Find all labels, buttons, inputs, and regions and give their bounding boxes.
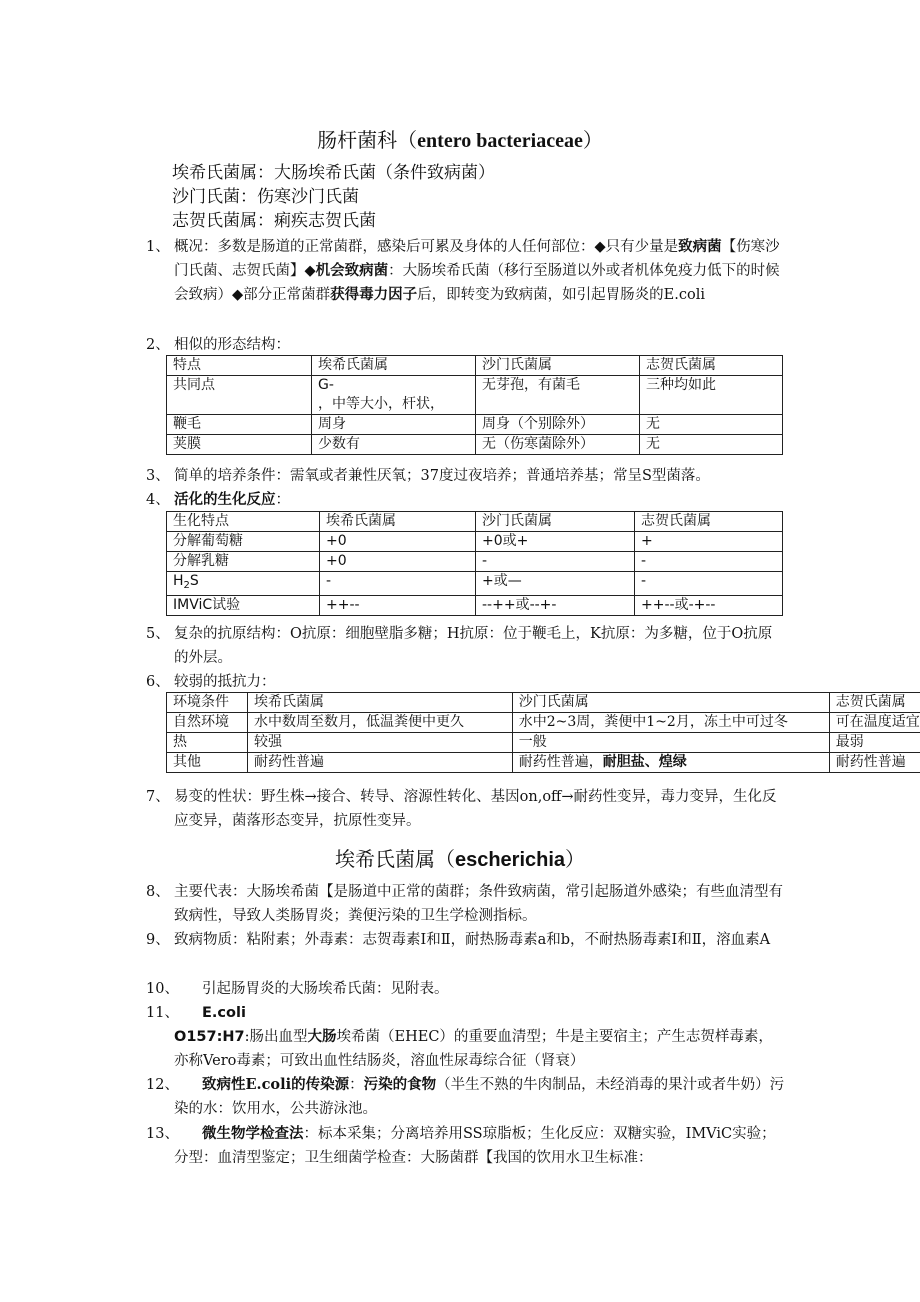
table-row: 环境条件 埃希氏菌属 沙门氏菌属 志贺氏菌属	[167, 693, 920, 713]
morphology-table	[166, 355, 783, 455]
table-row: 共同点 G- ，中等大小，杆状， 无芽孢，有菌毛 三种均如此	[167, 376, 783, 415]
genus-line-escherichia: 埃希氏菌属：大肠埃希氏菌（条件致病菌）	[172, 163, 495, 183]
item-7-variation: 7、 易变的性状：野生株→接合、转导、溶源性转化、基因on,off→耐药性变异，毒力变异，生化反应变异，菌落形态变异，抗原性变异。	[146, 789, 777, 829]
item-13-lab-methods: 13、 微生物学检查法：标本采集；分离培养用SS琼脂板；生化反应：双糖实验，IMViC实验；分型：血清型鉴定；卫生细菌学检查：大肠菌群【我国的饮用水卫生标准：	[146, 1125, 776, 1166]
table-row: $H_2S$ - +或— -	[167, 572, 783, 596]
table-row: 荚膜 少数有 无（伤寒菌除外） 无	[167, 435, 783, 455]
doc-title: 肠杆菌科（entero bacteriaceae）	[317, 128, 603, 152]
section-title-escherichia: 埃希氏菌属（escherichia）	[334, 847, 586, 871]
item-9-virulence: 9、 致病物质：粘附素；外毒素：志贺毒素Ⅰ和Ⅱ，耐热肠毒素a和b，不耐热肠毒素Ⅰ和Ⅱ，溶血素A	[146, 932, 771, 948]
item-11-ecoli: 11、 E.coli O157:H7:肠出血型大肠埃希菌（EHEC）的重要血清型；牛是主要宿主；产生志贺样毒素，亦称Vero毒素；可致出血性结肠炎，溶血性尿毒综合征（肾衰）	[146, 1005, 773, 1069]
item-8-representative: 8、 主要代表：大肠埃希菌【是肠道中正常的菌群；条件致病菌，常引起肠道外感染；有些血清型有致病性，导致人类肠胃炎；粪便污染的卫生学检测指标。	[146, 884, 783, 924]
item-3-culture: 3、 简单的培养条件：需氧或者兼性厌氧；37度过夜培养；普通培养基；常呈S型菌落。	[146, 468, 710, 484]
table-row: IMViC试验 ++-- --++或--+- ++--或-+--	[167, 596, 783, 616]
resistance-table-wrap	[166, 692, 920, 784]
table-row: 鞭毛 周身 周身（个别除外） 无	[167, 415, 783, 435]
genus-line-shigella: 志贺氏菌属：痢疾志贺氏菌	[172, 211, 376, 231]
item-12-source: 12、 致病性E.coli的传染源：污染的食物（半生不熟的牛肉制品，未经消毒的果汁或者牛奶）污染的水：饮用水，公共游泳池。	[146, 1076, 785, 1117]
item-10-gastroenteritis: 10、 引起肠胃炎的大肠埃希氏菌：见附表。	[146, 981, 449, 997]
item-1-overview: 1、 概况：多数是肠道的正常菌群，感染后可累及身体的人任何部位：◆只有少量是致病菌【伤寒沙门氏菌、志贺氏菌】◆机会致病菌：大肠埃希氏菌（移行至肠道以外或者机体免疫力低下的时候会致病）◆部分正常菌群获得毒力因子后，即转变为致病菌，如引起胃肠炎的E.coli	[146, 238, 780, 303]
resistance-table	[166, 692, 920, 773]
item-5-antigen: 5、 复杂的抗原结构：O抗原：细胞壁脂多糖；H抗原：位于鞭毛上，K抗原：为多糖，位于O抗原的外层。	[146, 626, 773, 666]
genus-line-salmonella: 沙门氏菌：伤寒沙门氏菌	[172, 187, 359, 207]
table-row: 生化特点 埃希氏菌属 沙门氏菌属 志贺氏菌属	[167, 512, 783, 532]
table-row: 分解乳糖 +0 - -	[167, 552, 783, 572]
table-row: 特点 埃希氏菌属 沙门氏菌属 志贺氏菌属	[167, 356, 783, 376]
item-2-morphology: 2、 相似的形态结构：	[146, 337, 290, 353]
table-row: 分解葡萄糖 +0 +0或+ +	[167, 532, 783, 552]
table-row: 自然环境 水中数周至数月，低温粪便中更久 水中2~3周，粪便中1~2月，冻土中可过冬 可在温度适宜	[167, 713, 920, 733]
item-6-resistance: 6、 较弱的抵抗力：	[146, 674, 276, 690]
table-row: 热 较强 一般 最弱	[167, 733, 920, 753]
biochem-table	[166, 511, 783, 616]
item-4-biochem: 4、 活化的生化反应：	[146, 491, 290, 508]
table-row: 其他 耐药性普遍 耐药性普遍，耐胆盐、煌绿 耐药性普遍	[167, 753, 920, 773]
